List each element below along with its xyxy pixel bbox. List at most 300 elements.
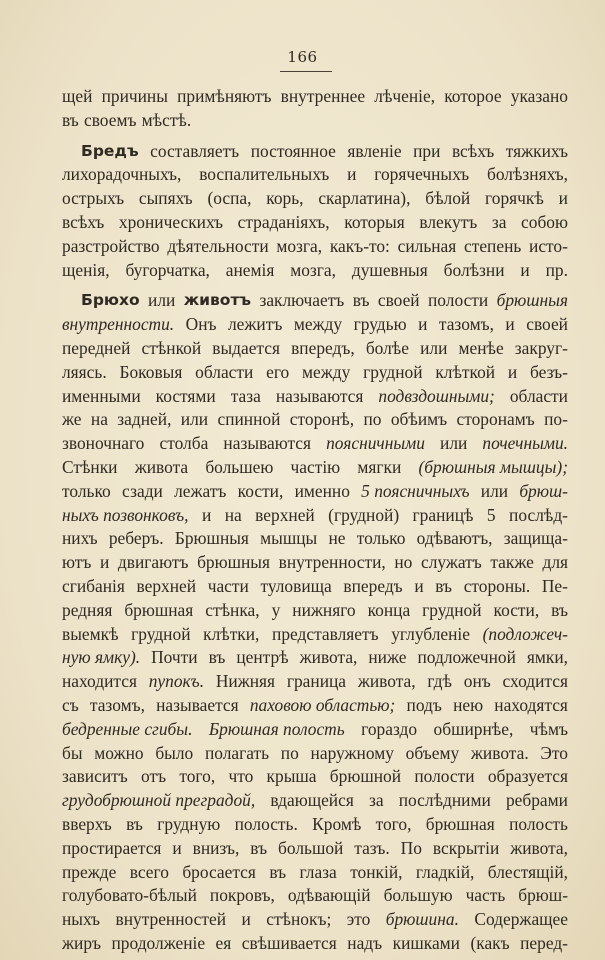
- paragraph: [62, 140, 568, 283]
- italic-term: пупокъ.: [148, 671, 205, 692]
- word: въ: [62, 109, 79, 130]
- word: находятся: [494, 694, 568, 715]
- word: конца: [367, 599, 411, 620]
- word: перед-: [520, 932, 568, 953]
- word: полагать: [204, 742, 270, 763]
- word: двигаютъ: [117, 552, 189, 573]
- word: покровъ,: [209, 885, 275, 906]
- word: онъ: [463, 671, 491, 692]
- word: указано: [510, 86, 568, 106]
- word: примѣняютъ: [177, 86, 272, 106]
- text-line: [62, 789, 568, 813]
- word: щенія,: [62, 259, 110, 280]
- word: ребрами: [505, 790, 568, 811]
- text-line: [62, 187, 568, 211]
- word: страданіяхъ,: [237, 211, 330, 232]
- italic-term: почечными.: [482, 433, 568, 454]
- word: подложечной: [417, 647, 516, 668]
- word: воспалительныхъ: [199, 164, 330, 185]
- word: или: [440, 433, 468, 454]
- text-line: [62, 163, 568, 187]
- word: въ: [250, 837, 268, 858]
- text-line: [62, 432, 568, 456]
- word: большой: [278, 837, 344, 858]
- word: это: [346, 909, 371, 930]
- word: Это: [540, 742, 568, 763]
- word: спинной: [217, 409, 281, 430]
- word: (грудной): [328, 504, 400, 525]
- word: болѣзняхъ,: [486, 164, 568, 185]
- word: стѣнкой: [141, 337, 202, 358]
- word: у: [271, 599, 281, 620]
- word: по: [363, 409, 382, 430]
- word: центрѣ: [236, 647, 289, 668]
- word: всѣхъ: [62, 211, 105, 232]
- word: ниже: [368, 647, 407, 668]
- word: объему: [405, 742, 460, 763]
- word: кости,: [237, 480, 284, 501]
- word: таза: [230, 385, 261, 406]
- text-line: [62, 211, 568, 235]
- word: большею: [205, 456, 274, 477]
- word: именно: [294, 480, 350, 501]
- word: внутренностей: [115, 909, 227, 930]
- text-line: [62, 884, 568, 908]
- word: большую: [383, 885, 453, 906]
- word: туловища: [260, 575, 332, 596]
- word: по-: [544, 409, 568, 430]
- text-line: [62, 813, 568, 837]
- word: крыша: [266, 766, 317, 787]
- word: сторонѣ,: [289, 409, 355, 430]
- word: горячечныхъ: [374, 164, 470, 185]
- word: своемъ: [84, 109, 137, 130]
- text-line: [62, 765, 568, 789]
- word: сторонамъ: [456, 409, 535, 430]
- word: полости: [414, 766, 475, 787]
- word: постоянное: [250, 140, 336, 161]
- word: тазомъ,: [89, 694, 145, 715]
- word: вдающейся: [270, 790, 354, 811]
- word: мышцы: [260, 528, 318, 549]
- word: внизъ,: [192, 837, 240, 858]
- word: тазомъ,: [438, 314, 494, 335]
- word: сыпяхъ: [138, 188, 193, 209]
- word: того,: [179, 766, 216, 787]
- word: гдѣ: [427, 671, 452, 692]
- word: называются: [223, 433, 311, 454]
- word: послѣдними: [398, 790, 491, 811]
- word: составляетъ: [150, 140, 240, 161]
- word: простирается: [62, 837, 162, 858]
- word: Пе-: [541, 575, 568, 596]
- word: называется: [156, 694, 239, 715]
- text-line: [62, 408, 568, 432]
- word: Онъ: [185, 314, 217, 335]
- word: не: [328, 528, 346, 549]
- word: горячкѣ: [485, 188, 544, 209]
- word: Почти: [151, 647, 198, 668]
- word: наружному: [310, 742, 394, 763]
- word: живота,: [299, 647, 358, 668]
- word: голубовато-бѣлый: [62, 885, 197, 906]
- text-line: [81, 289, 568, 313]
- word: мозга,: [276, 235, 323, 256]
- word: впередъ: [343, 575, 403, 596]
- word: и: [520, 259, 530, 280]
- word: ляясь.: [62, 361, 107, 382]
- text-line: [62, 742, 568, 766]
- word: Боковыя: [119, 361, 183, 382]
- word: границѣ: [412, 504, 474, 525]
- word: менѣе: [458, 337, 504, 358]
- word: области: [195, 361, 254, 382]
- word: столба: [159, 433, 209, 454]
- word: реберъ.: [108, 528, 164, 549]
- word: болѣе: [365, 337, 409, 358]
- text-line: [62, 504, 568, 528]
- word: грудью: [353, 314, 407, 335]
- word: живота,: [357, 671, 416, 692]
- text-line: [62, 551, 568, 575]
- word: сзади: [121, 480, 163, 501]
- word: подъ: [406, 694, 442, 715]
- word: глаза: [299, 861, 337, 882]
- word: костями: [155, 385, 216, 406]
- text-line: [62, 694, 568, 718]
- word: какъ-то:: [329, 235, 390, 256]
- word: только: [356, 528, 406, 549]
- word: брюшная: [425, 813, 495, 834]
- paragraph: [62, 289, 568, 955]
- word: и: [414, 575, 424, 596]
- word: тазъ.: [354, 837, 390, 858]
- word: находится: [62, 671, 137, 692]
- body-text: [62, 85, 568, 956]
- word: же: [62, 409, 82, 430]
- word: и: [558, 188, 568, 209]
- word: нижняго: [292, 599, 356, 620]
- word: собою: [521, 211, 568, 232]
- word: брюшныя: [197, 552, 270, 573]
- italic-term: ныхъ позвонковъ,: [62, 504, 189, 525]
- word: вскрытіи: [432, 837, 500, 858]
- word: заключаетъ: [259, 290, 345, 311]
- word: углубленіе: [391, 623, 470, 644]
- text-line: [62, 837, 568, 861]
- word: и: [172, 837, 182, 858]
- word: звоночнаго: [62, 433, 145, 454]
- word: и: [418, 314, 428, 335]
- word: обѣимъ: [390, 409, 448, 430]
- text-line: [62, 599, 568, 623]
- word: дѣятельности: [167, 235, 269, 256]
- word: называются: [275, 385, 364, 406]
- word: бы: [62, 742, 83, 763]
- page-number-rule: [280, 71, 332, 72]
- italic-term: (брюшныя мышцы);: [418, 456, 568, 477]
- word: живота.: [470, 742, 529, 763]
- italic-term: поясничными: [326, 433, 425, 454]
- page-number: 166: [287, 48, 318, 66]
- word: на: [224, 504, 242, 525]
- word: Кромѣ: [312, 813, 362, 834]
- word: лежитъ: [228, 314, 283, 335]
- word: грудной: [422, 599, 482, 620]
- word: также: [490, 552, 534, 573]
- word: представляетъ: [272, 623, 379, 644]
- text-line: [62, 670, 568, 694]
- bold-term: Бредъ: [81, 141, 139, 160]
- word: всѣхъ: [451, 140, 495, 161]
- word: впередъ,: [291, 337, 355, 358]
- word: степень: [464, 235, 522, 256]
- word: его: [266, 361, 290, 382]
- word: можно: [94, 742, 144, 763]
- word: ютъ: [62, 552, 92, 573]
- text-line: [62, 908, 568, 932]
- word: своей: [377, 290, 420, 311]
- word: мѣстѣ.: [141, 109, 192, 130]
- word: гладкій,: [415, 861, 475, 882]
- bold-term: животъ: [183, 291, 252, 310]
- word: верхней: [136, 575, 197, 596]
- text-line: [81, 140, 568, 164]
- word: отъ: [141, 766, 167, 787]
- word: въ: [269, 861, 287, 882]
- word: бѣлой: [425, 188, 471, 209]
- word: клѣткой: [435, 361, 496, 382]
- word: причины: [101, 86, 168, 106]
- word: болѣзни: [443, 259, 505, 280]
- word: служатъ: [421, 552, 482, 573]
- text-line: [62, 932, 568, 956]
- text-line: [62, 337, 568, 361]
- word: сходится: [502, 671, 568, 692]
- word: клѣтки,: [203, 623, 260, 644]
- word: грудной: [363, 361, 423, 382]
- word: бугорчатка,: [125, 259, 210, 280]
- word: и: [99, 552, 110, 573]
- word: образуется: [487, 766, 568, 787]
- word: и: [507, 361, 518, 382]
- word: вверхъ: [62, 813, 112, 834]
- word: корь,: [266, 188, 304, 209]
- word: ныхъ: [62, 909, 101, 930]
- word: грудную: [157, 813, 221, 834]
- word: нею: [453, 694, 484, 715]
- word: которыя: [344, 211, 405, 232]
- word: выдается: [212, 337, 280, 358]
- word: между: [302, 361, 351, 382]
- text-line: [62, 259, 568, 283]
- word: кишками: [392, 932, 460, 953]
- text-line: [62, 456, 568, 480]
- italic-term: подвздошными;: [378, 385, 495, 406]
- word: и: [347, 164, 357, 185]
- text-line: [62, 313, 568, 337]
- word: анемія: [225, 259, 275, 280]
- word: редняя: [62, 599, 113, 620]
- word: чѣмъ: [529, 718, 568, 739]
- word: блестящій,: [487, 861, 568, 882]
- word: жиръ: [62, 932, 102, 953]
- word: кости,: [493, 599, 540, 620]
- word: выемкѣ: [62, 623, 119, 644]
- word: именными: [62, 385, 141, 406]
- word: мягки: [357, 456, 402, 477]
- word: области: [509, 385, 568, 406]
- italic-term: 5 поясничныхъ: [361, 480, 470, 501]
- word: Содержащее: [474, 909, 568, 930]
- word: мозга,: [290, 259, 337, 280]
- word: пр.: [545, 259, 568, 280]
- text-line: [62, 718, 568, 742]
- word: внутреннее: [280, 86, 366, 106]
- word: или: [148, 290, 176, 311]
- word: граница: [286, 671, 347, 692]
- word: влекутъ: [419, 211, 478, 232]
- word: зависитъ: [62, 766, 128, 787]
- word: исто-: [529, 235, 568, 256]
- word: или: [180, 409, 209, 430]
- italic-term: брюшина.: [385, 909, 459, 930]
- word: 5: [486, 504, 496, 525]
- word: только: [62, 480, 111, 501]
- word: но: [394, 552, 413, 573]
- word: хроническихъ: [118, 211, 224, 232]
- text-line: [62, 235, 568, 259]
- word: живота: [134, 456, 189, 477]
- paragraph: [62, 85, 568, 133]
- word: или: [480, 480, 509, 501]
- word: съ: [62, 694, 79, 715]
- word: закруг-: [514, 337, 568, 358]
- word: щей: [62, 86, 93, 106]
- word: брюшная: [124, 599, 194, 620]
- word: грудной: [131, 623, 191, 644]
- text-line: [62, 109, 568, 133]
- word: по: [280, 742, 299, 763]
- word: лѣченіе,: [374, 86, 436, 106]
- text-line: [62, 480, 568, 504]
- word: одѣвающій: [287, 885, 371, 906]
- text-line: [62, 861, 568, 885]
- word: Нижняя: [215, 671, 276, 692]
- word: гораздо: [361, 718, 418, 739]
- word: (какъ: [470, 932, 510, 953]
- word: обширнѣе,: [433, 718, 514, 739]
- word: (оспа,: [207, 188, 252, 209]
- text-line: [62, 575, 568, 599]
- word: продолженіе: [111, 932, 206, 953]
- word: сгибанія: [62, 575, 125, 596]
- word: и: [241, 909, 251, 930]
- italic-term: внутренности.: [62, 314, 175, 335]
- word: частію: [290, 456, 341, 477]
- word: часть: [465, 885, 506, 906]
- word: лежатъ: [174, 480, 227, 501]
- word: было: [155, 742, 194, 763]
- word: бросается: [182, 861, 256, 882]
- text-line: [62, 646, 568, 670]
- word: стѣнка,: [205, 599, 260, 620]
- word: живота,: [510, 837, 568, 858]
- word: лихорадочныхъ,: [62, 164, 182, 185]
- word: надъ: [347, 932, 383, 953]
- italic-term: Брюшная полость: [208, 718, 345, 739]
- word: въ: [126, 813, 143, 834]
- word: на: [90, 409, 108, 430]
- text-line: [62, 527, 568, 551]
- text-line: [62, 361, 568, 385]
- word: того,: [375, 813, 412, 834]
- italic-term: брюш-: [519, 480, 568, 501]
- word: и: [505, 314, 515, 335]
- word: ямки,: [526, 647, 568, 668]
- word: ея: [215, 932, 232, 953]
- word: нихъ: [62, 528, 98, 549]
- word: свѣшивается: [241, 932, 337, 953]
- word: всего: [129, 861, 169, 882]
- word: острыхъ: [62, 188, 125, 209]
- text-line: [62, 385, 568, 409]
- word: своей: [526, 314, 568, 335]
- word: задней,: [117, 409, 172, 430]
- italic-term: бедренные сгибы.: [62, 718, 193, 739]
- word: верхней: [255, 504, 315, 525]
- word: Стѣнки: [62, 456, 118, 477]
- word: за: [491, 211, 507, 232]
- word: одѣваютъ,: [416, 528, 493, 549]
- word: Брюшныя: [174, 528, 249, 549]
- italic-term: брюшныя: [496, 290, 568, 311]
- word: защища-: [503, 528, 568, 549]
- word: для: [542, 552, 568, 573]
- text-line: [62, 85, 568, 109]
- word: между: [293, 314, 343, 335]
- word: разстройство: [62, 235, 160, 256]
- word: при: [413, 140, 441, 161]
- word: послѣд-: [509, 504, 568, 525]
- word: тонкій,: [350, 861, 403, 882]
- word: передней: [62, 337, 131, 358]
- word: душевныя: [351, 259, 428, 280]
- word: явленіе: [347, 140, 402, 161]
- word: которое: [444, 86, 502, 106]
- word: прежде: [62, 861, 117, 882]
- italic-term: ную ямку).: [62, 647, 141, 668]
- word: стѣнокъ;: [266, 909, 332, 930]
- word: внутренности,: [278, 552, 386, 573]
- word: за: [369, 790, 384, 811]
- word: полость: [509, 813, 568, 834]
- word: сильная: [397, 235, 457, 256]
- word: полость.: [234, 813, 298, 834]
- word: скарлатина),: [318, 188, 411, 209]
- italic-term: грудобрюшной преградой,: [62, 790, 256, 811]
- word: брюш-: [518, 885, 568, 906]
- word: или: [420, 337, 448, 358]
- bold-term: Брюхо: [81, 291, 140, 310]
- word: въ: [208, 647, 226, 668]
- word: части: [207, 575, 249, 596]
- word: тяжкихъ: [505, 140, 568, 161]
- text-line: [62, 623, 568, 647]
- word: По: [400, 837, 422, 858]
- italic-term: паховою областью;: [249, 694, 396, 715]
- italic-term: (подложеч-: [482, 623, 568, 644]
